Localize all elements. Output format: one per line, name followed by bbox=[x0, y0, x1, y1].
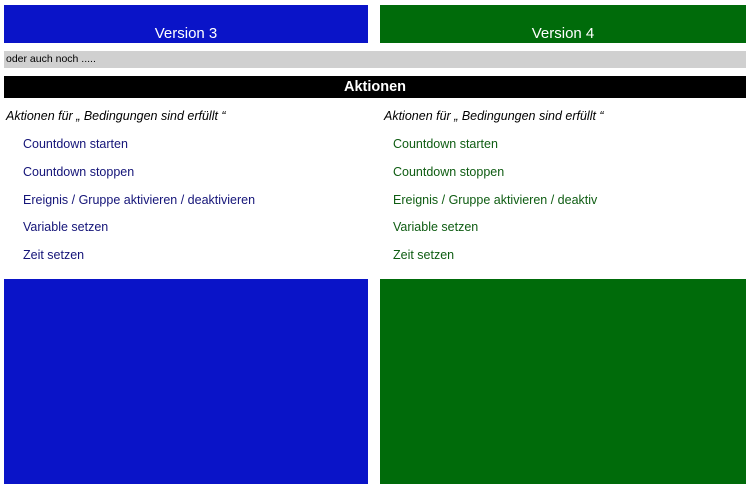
version-3-label: Version 3 bbox=[154, 25, 218, 42]
action-countdown-start[interactable]: Countdown starten bbox=[393, 137, 498, 151]
action-event-group-toggle[interactable]: Ereignis / Gruppe aktivieren / deaktivieren bbox=[23, 192, 256, 207]
version-4-panel bbox=[380, 279, 746, 484]
action-countdown-stop[interactable]: Countdown stoppen bbox=[393, 164, 505, 179]
action-countdown-start[interactable]: Countdown starten bbox=[23, 137, 128, 151]
version-4-header bbox=[380, 5, 746, 43]
section-title: Aktionen bbox=[343, 79, 407, 95]
action-event-group-toggle[interactable]: Ereignis / Gruppe aktivieren / deaktiv bbox=[393, 192, 598, 207]
action-set-time[interactable]: Zeit setzen bbox=[393, 248, 455, 262]
section-title-bar bbox=[4, 76, 746, 98]
action-set-variable[interactable]: Variable setzen bbox=[23, 220, 109, 235]
column-3-heading: Aktionen für „ Bedingungen sind erfüllt “ bbox=[6, 109, 226, 123]
action-set-time[interactable]: Zeit setzen bbox=[23, 248, 85, 262]
version-3-header bbox=[4, 5, 368, 43]
version-4-label: Version 4 bbox=[531, 25, 595, 42]
note-bar: oder auch noch ..... bbox=[4, 51, 746, 68]
version-3-panel bbox=[4, 279, 368, 484]
column-4-heading: Aktionen für „ Bedingungen sind erfüllt “ bbox=[384, 109, 604, 123]
action-set-variable[interactable]: Variable setzen bbox=[393, 220, 479, 235]
action-countdown-stop[interactable]: Countdown stoppen bbox=[23, 164, 135, 179]
actions-list-version-3 bbox=[23, 134, 255, 273]
actions-list-version-4 bbox=[393, 134, 597, 273]
